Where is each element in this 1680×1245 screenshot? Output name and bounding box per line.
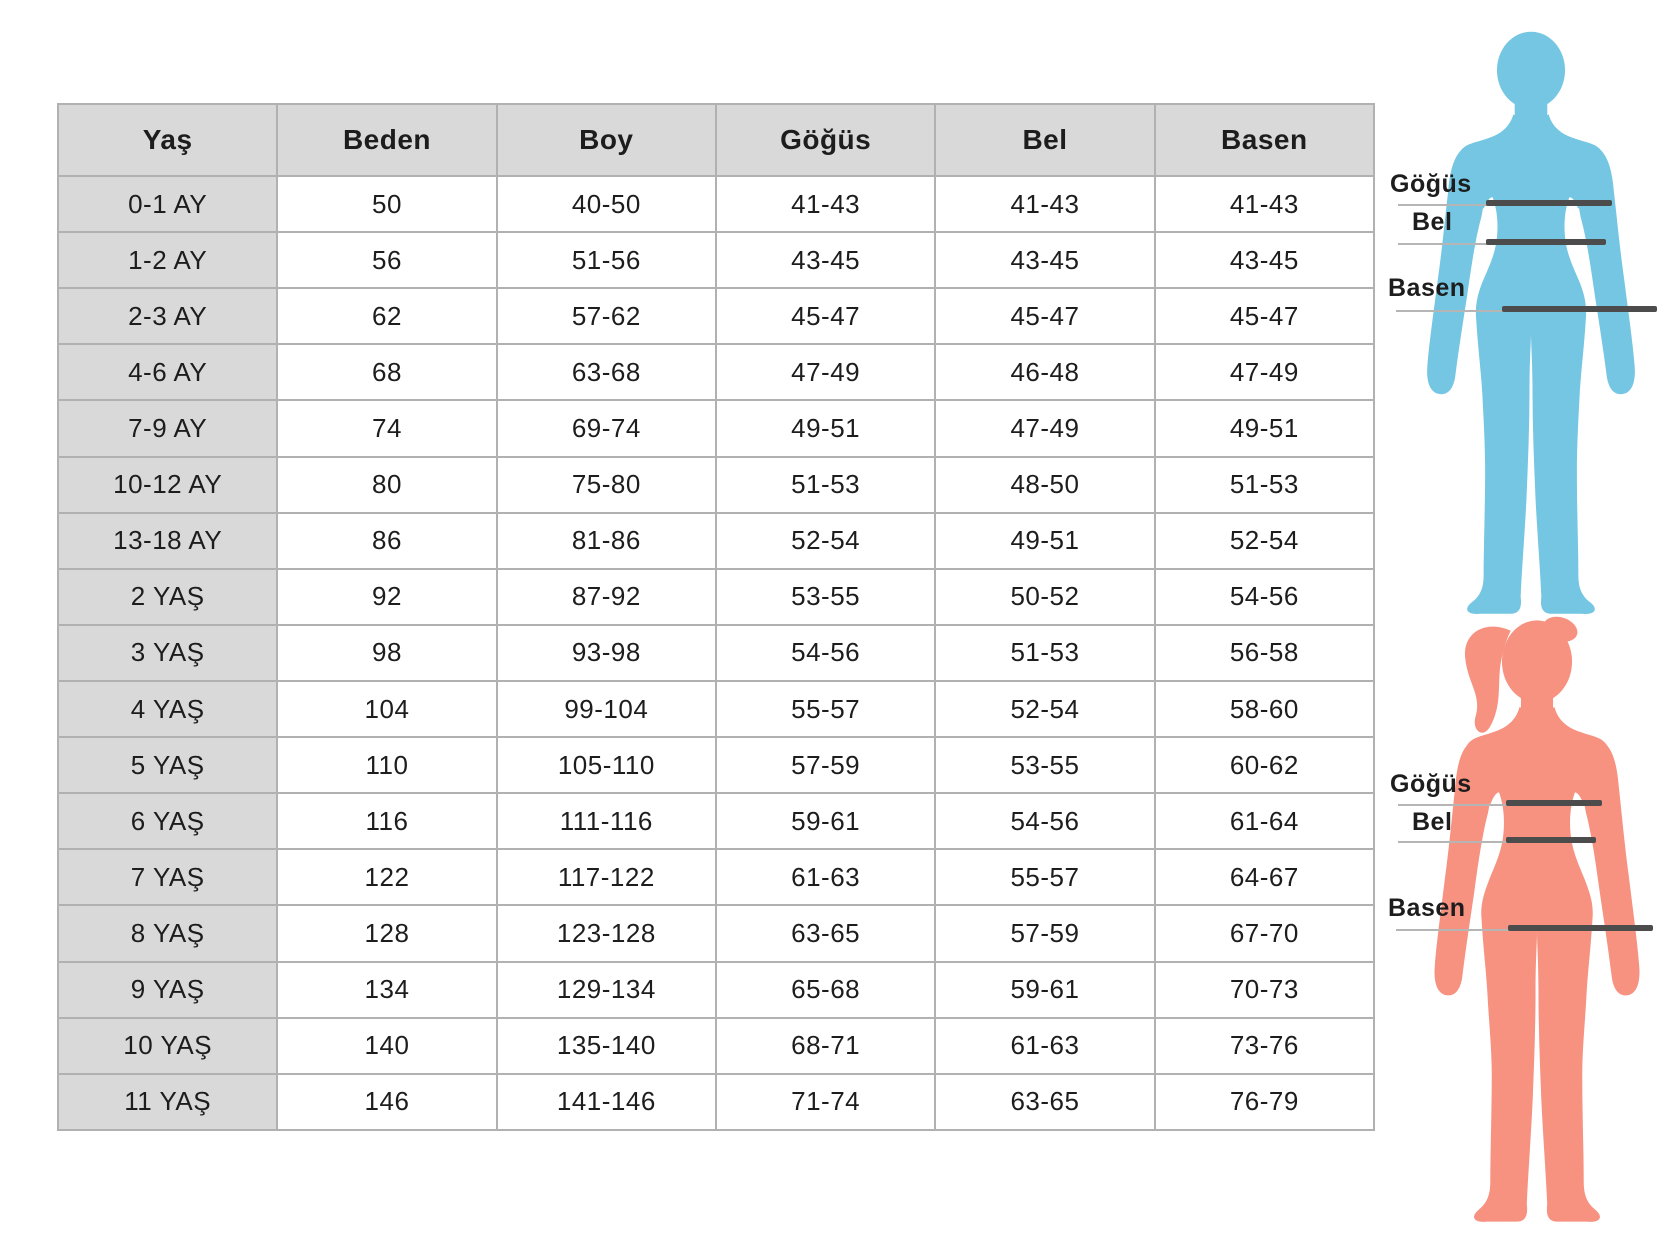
table-cell: 71-74	[716, 1074, 935, 1130]
table-row	[58, 793, 1374, 849]
table-cell: 52-54	[1155, 513, 1374, 569]
girl-chest-label: Göğüs	[1390, 770, 1472, 798]
table-cell: 62	[277, 288, 496, 344]
table-cell: 57-62	[497, 288, 716, 344]
boy-body-shape	[1427, 32, 1635, 614]
table-cell: 49-51	[716, 400, 935, 456]
girl-hip-label: Basen	[1388, 894, 1466, 922]
table-cell: 50-52	[935, 569, 1154, 625]
table-cell: 68	[277, 344, 496, 400]
row-age-cell: 2-3 AY	[58, 288, 277, 344]
table-row	[58, 513, 1374, 569]
table-cell: 47-49	[1155, 344, 1374, 400]
table-row	[58, 344, 1374, 400]
table-row	[58, 176, 1374, 232]
table-cell: 67-70	[1155, 905, 1374, 961]
girl-waist-line	[1506, 837, 1596, 843]
table-cell: 75-80	[497, 457, 716, 513]
table-cell: 134	[277, 962, 496, 1018]
boy-chest-label: Göğüs	[1390, 170, 1472, 198]
row-age-cell: 7-9 AY	[58, 400, 277, 456]
table-cell: 99-104	[497, 681, 716, 737]
table-cell: 53-55	[935, 737, 1154, 793]
table-cell: 63-65	[716, 905, 935, 961]
size-table-header	[58, 104, 1374, 176]
row-age-cell: 9 YAŞ	[58, 962, 277, 1018]
table-cell: 51-53	[1155, 457, 1374, 513]
table-cell: 43-45	[1155, 232, 1374, 288]
table-cell: 55-57	[716, 681, 935, 737]
table-cell: 93-98	[497, 625, 716, 681]
table-cell: 41-43	[935, 176, 1154, 232]
row-age-cell: 13-18 AY	[58, 513, 277, 569]
header-row	[58, 104, 1374, 176]
header-chest: Göğüs	[716, 104, 935, 176]
row-age-cell: 3 YAŞ	[58, 625, 277, 681]
table-cell: 63-68	[497, 344, 716, 400]
table-cell: 54-56	[716, 625, 935, 681]
table-row	[58, 569, 1374, 625]
header-waist: Bel	[935, 104, 1154, 176]
girl-waist-line-thin	[1398, 841, 1512, 843]
table-cell: 117-122	[497, 849, 716, 905]
row-age-cell: 11 YAŞ	[58, 1074, 277, 1130]
table-row	[58, 288, 1374, 344]
table-cell: 74	[277, 400, 496, 456]
table-cell: 104	[277, 681, 496, 737]
table-row	[58, 1018, 1374, 1074]
boy-hip-line-thin	[1396, 310, 1508, 312]
row-age-cell: 0-1 AY	[58, 176, 277, 232]
header-size: Beden	[277, 104, 496, 176]
table-row	[58, 457, 1374, 513]
table-cell: 129-134	[497, 962, 716, 1018]
table-cell: 111-116	[497, 793, 716, 849]
table-cell: 40-50	[497, 176, 716, 232]
table-cell: 63-65	[935, 1074, 1154, 1130]
table-row	[58, 232, 1374, 288]
row-age-cell: 10 YAŞ	[58, 1018, 277, 1074]
table-row	[58, 905, 1374, 961]
row-age-cell: 5 YAŞ	[58, 737, 277, 793]
table-cell: 60-62	[1155, 737, 1374, 793]
table-cell: 61-63	[716, 849, 935, 905]
girl-ponytail	[1465, 627, 1511, 733]
size-table	[57, 103, 1375, 1131]
table-cell: 46-48	[935, 344, 1154, 400]
table-cell: 123-128	[497, 905, 716, 961]
table-cell: 43-45	[716, 232, 935, 288]
table-cell: 76-79	[1155, 1074, 1374, 1130]
table-cell: 116	[277, 793, 496, 849]
row-age-cell: 8 YAŞ	[58, 905, 277, 961]
table-cell: 70-73	[1155, 962, 1374, 1018]
boy-chest-line	[1486, 200, 1612, 206]
boy-waist-line-thin	[1398, 243, 1494, 245]
table-cell: 65-68	[716, 962, 935, 1018]
row-age-cell: 4 YAŞ	[58, 681, 277, 737]
table-cell: 110	[277, 737, 496, 793]
boy-hip-line	[1502, 306, 1657, 312]
row-age-cell: 4-6 AY	[58, 344, 277, 400]
table-cell: 56	[277, 232, 496, 288]
table-cell: 45-47	[935, 288, 1154, 344]
table-cell: 54-56	[1155, 569, 1374, 625]
table-cell: 81-86	[497, 513, 716, 569]
table-cell: 141-146	[497, 1074, 716, 1130]
boy-waist-label: Bel	[1412, 208, 1453, 236]
table-row	[58, 962, 1374, 1018]
table-cell: 57-59	[716, 737, 935, 793]
row-age-cell: 1-2 AY	[58, 232, 277, 288]
table-cell: 45-47	[716, 288, 935, 344]
table-cell: 45-47	[1155, 288, 1374, 344]
table-row	[58, 625, 1374, 681]
table-cell: 57-59	[935, 905, 1154, 961]
boy-chest-line-thin	[1398, 204, 1494, 206]
table-cell: 59-61	[935, 962, 1154, 1018]
boy-silhouette	[1383, 26, 1679, 618]
girl-hip-line	[1508, 925, 1653, 931]
header-age: Yaş	[58, 104, 277, 176]
table-cell: 52-54	[716, 513, 935, 569]
girl-chest-line	[1506, 800, 1602, 806]
table-cell: 105-110	[497, 737, 716, 793]
table-cell: 49-51	[1155, 400, 1374, 456]
table-cell: 146	[277, 1074, 496, 1130]
table-cell: 92	[277, 569, 496, 625]
table-cell: 80	[277, 457, 496, 513]
table-row	[58, 681, 1374, 737]
table-cell: 58-60	[1155, 681, 1374, 737]
table-cell: 47-49	[716, 344, 935, 400]
boy-figure	[1383, 26, 1679, 618]
table-row	[58, 737, 1374, 793]
table-cell: 98	[277, 625, 496, 681]
table-cell: 51-53	[716, 457, 935, 513]
table-cell: 140	[277, 1018, 496, 1074]
table-cell: 73-76	[1155, 1018, 1374, 1074]
girl-chest-line-thin	[1398, 804, 1512, 806]
table-cell: 47-49	[935, 400, 1154, 456]
table-cell: 59-61	[716, 793, 935, 849]
table-cell: 41-43	[1155, 176, 1374, 232]
table-cell: 52-54	[935, 681, 1154, 737]
table-cell: 56-58	[1155, 625, 1374, 681]
table-cell: 51-53	[935, 625, 1154, 681]
row-age-cell: 6 YAŞ	[58, 793, 277, 849]
table-row	[58, 400, 1374, 456]
table-row	[58, 849, 1374, 905]
table-cell: 135-140	[497, 1018, 716, 1074]
table-cell: 48-50	[935, 457, 1154, 513]
girl-waist-label: Bel	[1412, 808, 1453, 836]
table-cell: 43-45	[935, 232, 1154, 288]
table-cell: 53-55	[716, 569, 935, 625]
table-cell: 50	[277, 176, 496, 232]
table-row	[58, 1074, 1374, 1130]
row-age-cell: 7 YAŞ	[58, 849, 277, 905]
boy-waist-line	[1486, 239, 1606, 245]
size-table-body	[58, 176, 1374, 1130]
row-age-cell: 2 YAŞ	[58, 569, 277, 625]
row-age-cell: 10-12 AY	[58, 457, 277, 513]
table-cell: 41-43	[716, 176, 935, 232]
table-cell: 64-67	[1155, 849, 1374, 905]
table-cell: 49-51	[935, 513, 1154, 569]
table-cell: 54-56	[935, 793, 1154, 849]
table-cell: 69-74	[497, 400, 716, 456]
table-cell: 55-57	[935, 849, 1154, 905]
header-hip: Basen	[1155, 104, 1374, 176]
table-cell: 122	[277, 849, 496, 905]
table-cell: 87-92	[497, 569, 716, 625]
table-cell: 61-64	[1155, 793, 1374, 849]
table-cell: 68-71	[716, 1018, 935, 1074]
table-cell: 61-63	[935, 1018, 1154, 1074]
table-cell: 51-56	[497, 232, 716, 288]
header-height: Boy	[497, 104, 716, 176]
table-cell: 86	[277, 513, 496, 569]
girl-hip-line-thin	[1396, 929, 1514, 931]
boy-hip-label: Basen	[1388, 274, 1466, 302]
table-cell: 128	[277, 905, 496, 961]
